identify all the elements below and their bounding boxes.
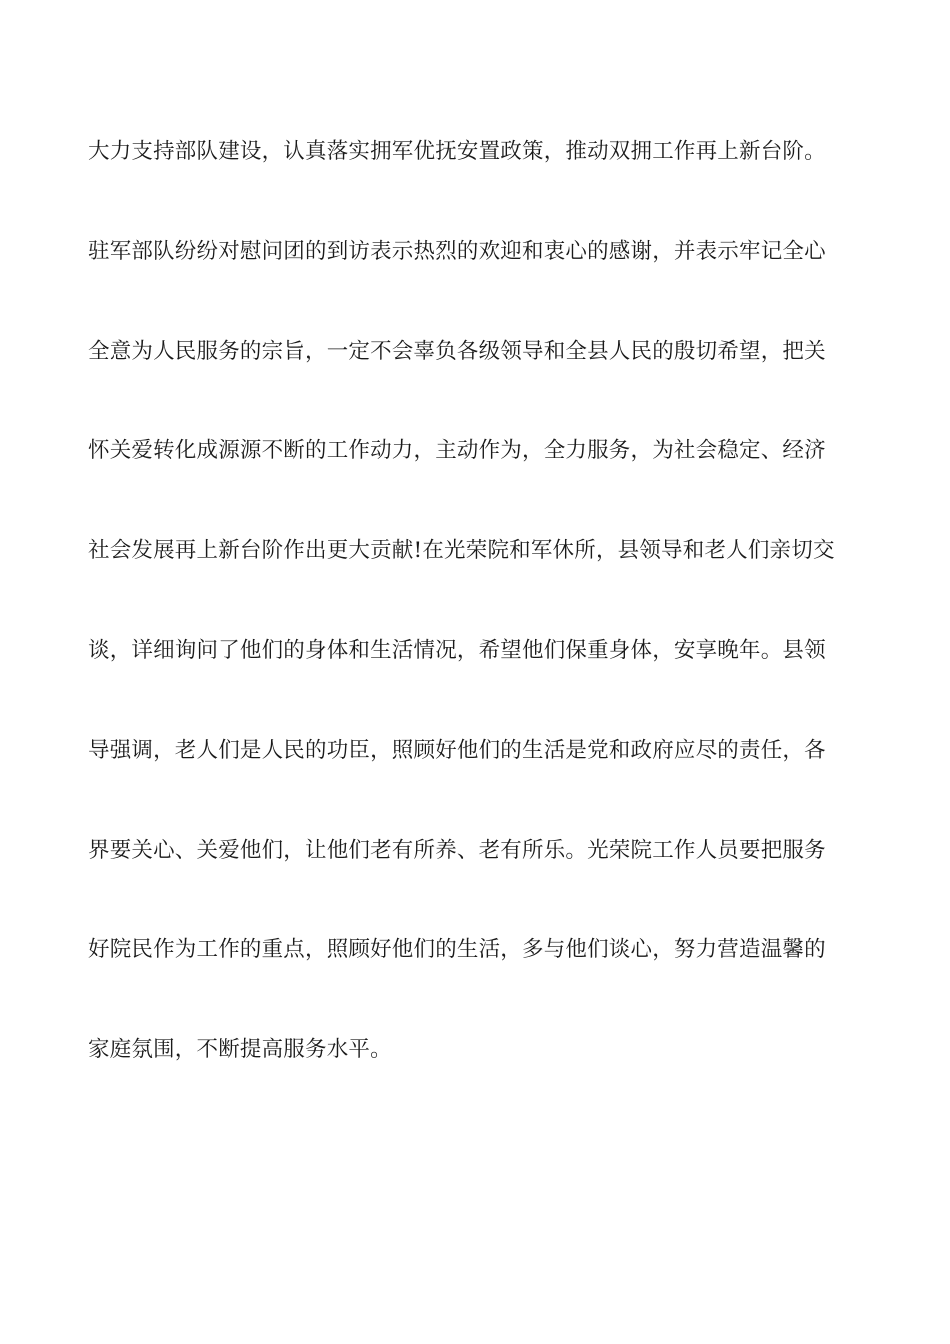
- text-line: 大力支持部队建设，认真落实拥军优抚安置政策，推动双拥工作再上新台阶。: [88, 139, 826, 164]
- text-line: 家庭氛围，不断提高服务水平。: [88, 1037, 392, 1063]
- text-line: 界要关心、关爱他们，让他们老有所养、老有所乐。光荣院工作人员要把服务: [88, 837, 826, 863]
- text-line: 驻军部队纷纷对慰问团的到访表示热烈的欢迎和衷心的感谢，并表示牢记全心: [88, 238, 826, 264]
- text-line: 谈，详细询问了他们的身体和生活情况，希望他们保重身体，安享晚年。县领: [88, 637, 826, 663]
- text-line: 好院民作为工作的重点，照顾好他们的生活，多与他们谈心，努力营造温馨的: [88, 937, 826, 963]
- body-text: [88, 128, 868, 1126]
- text-line: 导强调，老人们是人民的功臣，照顾好他们的生活是党和政府应尽的责任，各: [88, 737, 826, 763]
- text-line: 社会发展再上新台阶作出更大贡献!在光荣院和军休所，县领导和老人们亲切交: [88, 538, 835, 564]
- text-line: 全意为人民服务的宗旨，一定不会辜负各级领导和全县人民的殷切希望，把关: [88, 338, 826, 364]
- text-line: 怀关爱转化成源源不断的工作动力，主动作为，全力服务，为社会稳定、经济: [88, 438, 826, 464]
